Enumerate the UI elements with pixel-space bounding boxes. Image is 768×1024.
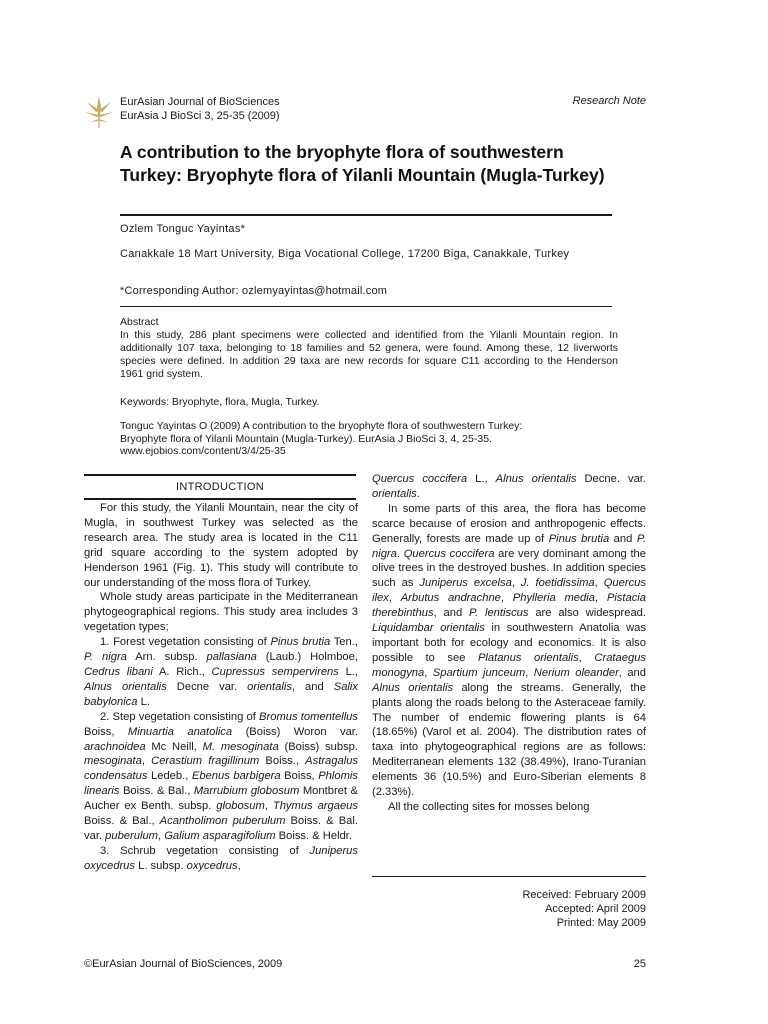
article-type: Research Note	[572, 95, 646, 107]
keywords: Keywords: Bryophyte, flora, Mugla, Turkey.	[120, 396, 320, 408]
citation-line-2: Bryophyte flora of Yilanli Mountain (Mugla-Turkey). EurAsia J BioSci 3, 4, 25-35.	[120, 432, 492, 445]
accepted-date: Accepted: April 2009	[545, 903, 646, 915]
body-column-left: For this study, the Yilanli Mountain, near the city of Mugla, in southwest Turkey was selected as the research area. The study area is located in the C11 grid square according to the system adopted by Henderson 1961 (Fig. 1). This study will contribute to our understanding of the moss flora of Turkey. Whole study areas participate in the Mediterranean phytogeographical regions. This study area includes 3 vegetation types; 1. Forest vegetation consisting of Pinus brutia Ten., P. nigra Arn. subsp. pallasiana (Laub.) Holmboe, Cedrus libani A. Rich., Cupressus sempervirens L., Alnus orientalis Decne var. orientalis, and Salix babylonica L. 2. Step vegetation consisting of Bromus tomentellus Boiss, Minuartia anatolica (Boiss) Woron var. arachnoidea Mc Neill, M. mesoginata (Boiss) subsp. mesoginata, Cerastium fragillinum Boiss., Astragalus condensatus Ledeb., Ebenus barbigera Boiss, Phlomis linearis Boiss. & Bal., Marrubium globosum Montbret & Aucher ex Benth. subsp. globosum, Thymus argaeus Boiss. & Bal., Acantholimon puberulum Boiss. & Bal. var. puberulum, Galium asparagifolium Boiss. & Heldr. 3. Schrub vegetation consisting of Juniperus oxycedrus L. subsp. oxycedrus,	[84, 502, 359, 872]
section-heading-introduction: INTRODUCTION	[84, 474, 356, 500]
received-date: Received: February 2009	[522, 889, 646, 901]
author-affiliation: Canakkale 18 Mart University, Biga Vocational College, 17200 Biga, Canakkale, Turkey	[120, 248, 570, 260]
abstract-rule	[120, 306, 612, 307]
abstract-label: Abstract	[120, 316, 159, 328]
journal-header	[120, 95, 280, 123]
citation-line-1: Tonguc Yayintas O (2009) A contribution to the bryophyte flora of southwestern Turkey:	[120, 420, 523, 432]
body-column-right: Quercus coccifera L., Alnus orientalis Decne. var. orientalis. In some parts of this area, the flora has become scarce because of erosion and anthropogenic effects. Generally, forests are made up of Pinus brutia and P. nigra. Quercus coccifera are very dominant among the olive trees in the destroyed bushes. In addition species such as Juniperus excelsa, J. foetidissima, Quercus ilex, Arbutus andrachne, Phylleria media, Pistacia therebinthus, and P. lentiscus are also widespread. Liquidambar orientalis in southwestern Anatolia was important both for ecology and economics. It is also possible to see Platanus orientalis, Crataegus monogyna, Spartium junceum, Nerium oleander, and Alnus orientalis along the streams. Generally, the plants along the roads belong to the Asteraceae family. The number of endemic flowering plants is 64 (18.65%) (Varol et al. 2004). The distribution rates of taxa into phytogeographical regions are as follows: Mediterranean elements 132 (38.49%), Irano-Turanian elements 36 (10.5%) and Euro-Siberian elements 8 (2.33%). All the collecting sites for mosses belong	[372, 473, 647, 813]
article-title: A contribution to the bryophyte flora of southwestern Turkey: Bryophyte flora of Yilanli Mountain (Mugla-Turkey)	[120, 142, 605, 185]
citation-url[interactable]: www.ejobios.com/content/3/4/25-35	[120, 445, 286, 457]
title-rule	[120, 214, 612, 216]
author-name: Ozlem Tonguc Yayintas*	[120, 223, 246, 235]
abstract	[120, 316, 618, 381]
column-end-rule	[372, 876, 646, 877]
citation	[120, 420, 618, 458]
publication-dates	[522, 888, 646, 930]
abstract-text: In this study, 286 plant specimens were collected and identified from the Yilanli Mountain region. In additionally 107 taxa, belonging to 18 families and 52 genera, were found. Among these, 12 liverworts species were defined. In addition 29 taxa are new records for square C11 according to the Henderson 1961 grid system.	[120, 329, 618, 380]
journal-citation: EurAsia J BioSci 3, 25-35 (2009)	[120, 110, 280, 122]
page-number: 25	[633, 958, 646, 970]
leaf-logo-icon	[84, 94, 114, 128]
footer-copyright: ©EurAsian Journal of BioSciences, 2009	[84, 958, 283, 970]
corresponding-author: *Corresponding Author: ozlemyayintas@hotmail.com	[120, 285, 388, 297]
printed-date: Printed: May 2009	[556, 917, 646, 929]
journal-name: EurAsian Journal of BioSciences	[120, 96, 280, 108]
